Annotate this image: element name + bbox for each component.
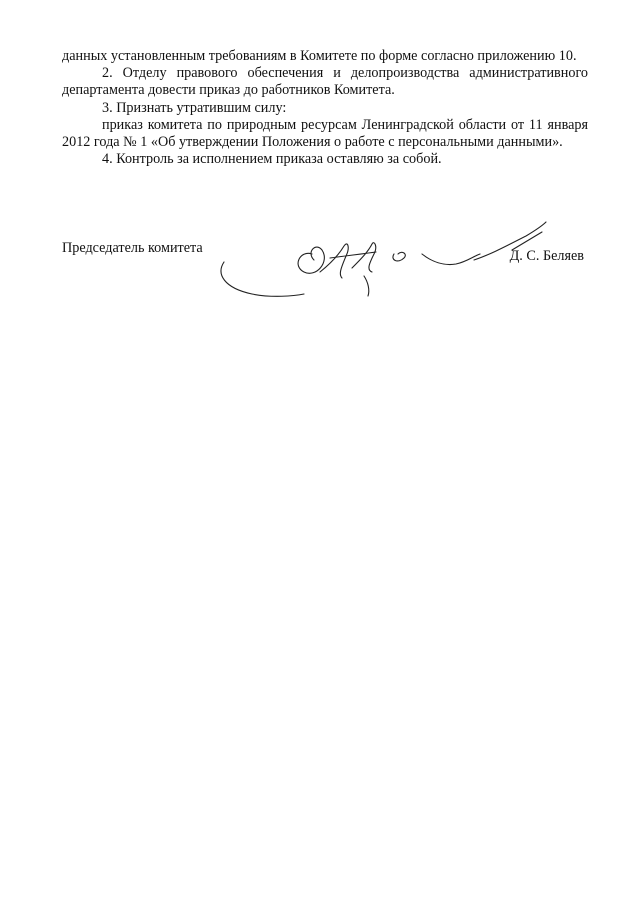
signature-block [62, 240, 588, 320]
paragraph-item-3: 3. Признать утратившим силу: [102, 99, 287, 116]
document-body [62, 48, 588, 168]
paragraph-item-3-detail: приказ комитета по природным ресурсам Ленинградской области от 11 января 2012 года № 1 «Об утверждении Положения о работе с персональными данными». [62, 116, 588, 151]
signatory-position: Председатель комитета [62, 240, 203, 256]
paragraph-item-4: 4. Контроль за исполнением приказа оставляю за собой. [102, 151, 442, 168]
paragraph-item-2: 2. Отделу правового обеспечения и делопроизводства административного департамента довести приказ до работников Комитета. [62, 65, 588, 99]
handwritten-signature [212, 210, 552, 310]
signatory-name: Д. С. Беляев [509, 248, 584, 264]
paragraph-continuation: данных установленным требованиям в Комитете по форме согласно приложению 10. [62, 48, 577, 64]
